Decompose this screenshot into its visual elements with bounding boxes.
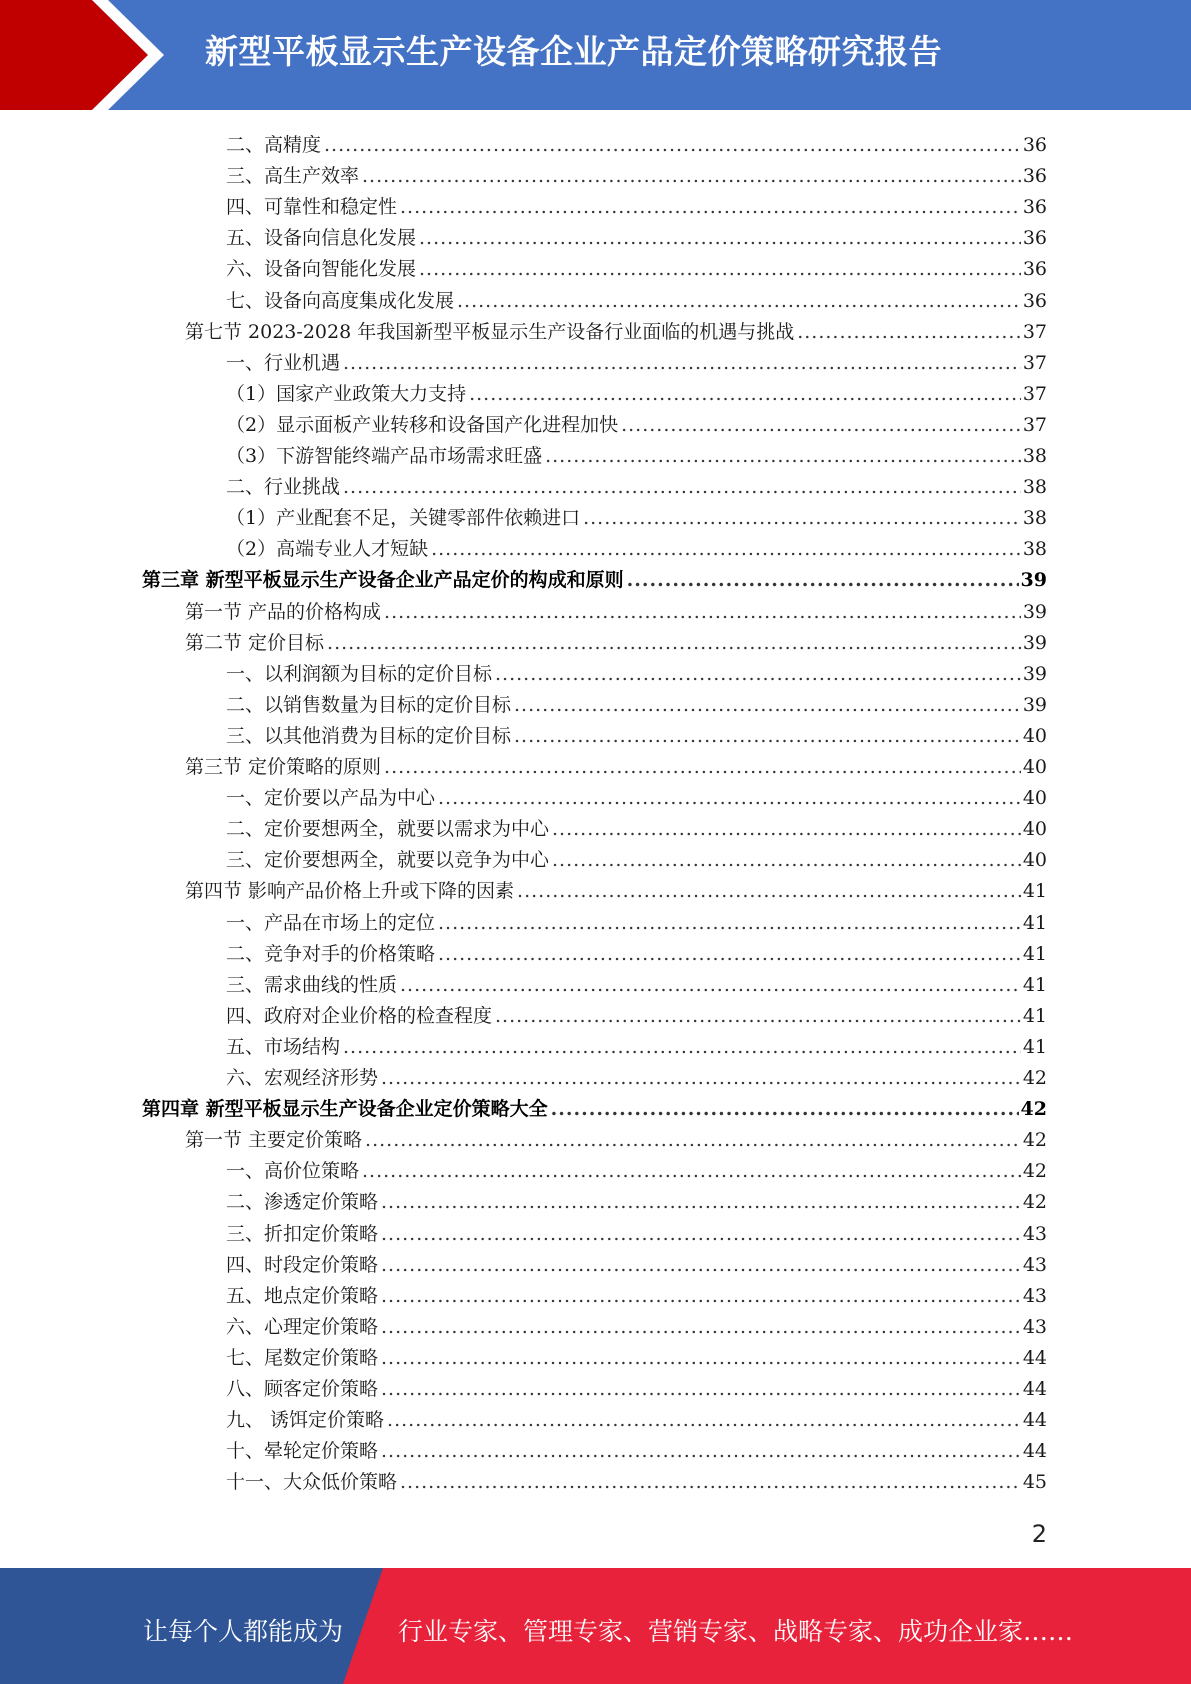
toc-entry-label: 二、定价要想两全，就要以需求为中心 — [226, 818, 550, 841]
toc-entry-label: 六、宏观经济形势 — [226, 1067, 379, 1089]
page-number: 2 — [1031, 1520, 1047, 1548]
toc-dot-leader — [381, 1376, 1021, 1402]
toc-entry[interactable] — [226, 1216, 1047, 1247]
toc-dot-leader — [517, 878, 1021, 904]
toc-entry[interactable] — [226, 1371, 1047, 1402]
toc-entry-label: （1）国家产业政策大力支持 — [226, 382, 467, 405]
toc-entry[interactable] — [226, 1309, 1047, 1340]
toc-entry-page: 43 — [1022, 1315, 1047, 1338]
toc-entry[interactable] — [226, 500, 1047, 531]
toc-entry-page: 36 — [1022, 227, 1047, 250]
toc-entry-page: 42 — [1022, 1191, 1047, 1214]
toc-entry-label: 三、以其他消费为目标的定价目标 — [226, 724, 512, 747]
toc-dot-leader — [457, 288, 1021, 314]
toc-entry-page: 41 — [1022, 942, 1047, 965]
toc-entry-label: 三、折扣定价策略 — [226, 1222, 379, 1245]
toc-entry-label: 三、需求曲线的性质 — [226, 973, 398, 996]
footer-slogan-left: 让每个人都能成为 — [143, 1617, 344, 1646]
toc-entry-label: 二、竞争对手的价格策略 — [226, 942, 436, 965]
toc-entry[interactable] — [226, 438, 1047, 469]
toc-entry-page: 38 — [1022, 476, 1047, 499]
toc-entry[interactable] — [226, 407, 1047, 438]
toc-entry[interactable] — [226, 1247, 1047, 1278]
toc-dot-leader — [327, 630, 1021, 656]
toc-entry-page: 38 — [1022, 445, 1047, 467]
toc-entry[interactable] — [226, 998, 1047, 1029]
toc-entry[interactable] — [185, 594, 1047, 625]
toc-dot-leader — [797, 319, 1021, 345]
toc-dot-leader — [381, 1314, 1021, 1340]
toc-entry-page: 44 — [1022, 1378, 1047, 1400]
toc-entry-label: 三、定价要想两全，就要以竞争为中心 — [226, 849, 550, 872]
toc-dot-leader — [438, 941, 1021, 967]
toc-dot-leader — [495, 661, 1021, 687]
toc-dot-leader — [381, 1189, 1021, 1215]
toc-entry-label: 八、顾客定价策略 — [226, 1378, 379, 1400]
toc-entry[interactable] — [226, 1184, 1047, 1215]
toc-entry-label: 第三节 定价策略的原则 — [185, 756, 382, 778]
toc-entry[interactable] — [226, 189, 1047, 220]
toc-entry-page: 40 — [1022, 756, 1047, 778]
toc-dot-leader — [545, 443, 1021, 469]
toc-entry-page: 41 — [1022, 973, 1047, 996]
toc-entry-page: 37 — [1022, 351, 1047, 374]
toc-entry[interactable] — [226, 811, 1047, 842]
toc-entry-page: 39 — [1022, 631, 1047, 654]
toc-entry-label: （2）显示面板产业转移和设备国产化进程加快 — [226, 413, 619, 436]
toc-entry-page: 42 — [1020, 1098, 1047, 1121]
toc-entry[interactable] — [226, 1402, 1047, 1433]
toc-dot-leader — [438, 910, 1021, 936]
toc-dot-leader — [551, 1096, 1019, 1122]
toc-entry[interactable] — [226, 158, 1047, 189]
toc-dot-leader — [362, 1158, 1021, 1184]
toc-entry[interactable] — [226, 842, 1047, 873]
toc-entry-page: 43 — [1022, 1253, 1047, 1276]
toc-entry[interactable] — [226, 283, 1047, 314]
toc-dot-leader — [400, 194, 1021, 220]
toc-entry-page: 39 — [1022, 600, 1047, 623]
toc-entry[interactable] — [226, 967, 1047, 998]
toc-entry[interactable] — [185, 314, 1047, 345]
toc-dot-leader — [514, 692, 1021, 718]
toc-dot-leader — [362, 163, 1021, 189]
toc-entry-page: 36 — [1022, 289, 1047, 312]
header-red-arrow — [0, 0, 148, 110]
toc-entry-label: 二、以销售数量为目标的定价目标 — [226, 693, 512, 716]
toc-entry[interactable] — [226, 687, 1047, 718]
toc-entry-label: 五、地点定价策略 — [226, 1284, 379, 1307]
toc-entry-label: 五、设备向信息化发展 — [226, 227, 417, 250]
toc-dot-leader — [381, 1252, 1021, 1278]
toc-dot-leader — [400, 972, 1021, 998]
page-header — [0, 0, 1191, 110]
toc-entry-label: 一、定价要以产品为中心 — [226, 787, 436, 810]
toc-entry-page: 39 — [1022, 693, 1047, 716]
toc-entry-page: 43 — [1022, 1222, 1047, 1245]
toc-entry[interactable] — [226, 780, 1047, 811]
toc-entry-page: 40 — [1022, 787, 1047, 810]
toc-dot-leader — [469, 381, 1021, 407]
toc-entry[interactable] — [142, 562, 1047, 593]
toc-entry-label: 一、产品在市场上的定位 — [226, 911, 436, 934]
toc-entry-label: 第一节 产品的价格构成 — [185, 600, 382, 623]
toc-dot-leader — [381, 1065, 1021, 1091]
toc-entry-label: 四、可靠性和稳定性 — [226, 196, 398, 219]
toc-entry-page: 43 — [1022, 1284, 1047, 1307]
toc-entry-label: 十、晕轮定价策略 — [226, 1440, 379, 1463]
toc-entry[interactable] — [185, 873, 1047, 904]
toc-entry-page: 44 — [1022, 1440, 1047, 1463]
toc-dot-leader — [438, 785, 1021, 811]
toc-dot-leader — [621, 412, 1021, 438]
toc-dot-leader — [419, 256, 1021, 282]
toc-entry[interactable] — [226, 718, 1047, 749]
toc-entry-page: 41 — [1022, 880, 1047, 903]
toc-entry[interactable] — [142, 1091, 1047, 1122]
toc-dot-leader — [514, 723, 1021, 749]
toc-dot-leader — [627, 567, 1019, 593]
toc-dot-leader — [384, 754, 1021, 780]
toc-entry-label: 五、市场结构 — [226, 1035, 341, 1058]
toc-dot-leader — [381, 1438, 1021, 1464]
toc-entry-label: 第四节 影响产品价格上升或下降的因素 — [185, 880, 515, 903]
toc-entry-label: 四、时段定价策略 — [226, 1253, 379, 1276]
toc-entry-page: 36 — [1022, 258, 1047, 281]
toc-entry-page: 38 — [1022, 507, 1047, 530]
toc-entry-label: 二、行业挑战 — [226, 476, 341, 499]
toc-entry-label: 第四章 新型平板显示生产设备企业定价策略大全 — [142, 1098, 548, 1121]
toc-entry-page: 41 — [1022, 911, 1047, 934]
toc-entry-page: 39 — [1020, 569, 1047, 592]
toc-entry-page: 40 — [1022, 849, 1047, 872]
toc-entry[interactable] — [226, 1029, 1047, 1060]
toc-entry-page: 42 — [1022, 1067, 1047, 1089]
toc-entry-page: 42 — [1022, 1160, 1047, 1183]
toc-entry-page: 40 — [1022, 818, 1047, 841]
toc-entry-page: 42 — [1022, 1129, 1047, 1152]
toc-entry-label: 二、高精度 — [226, 134, 322, 156]
toc-dot-leader — [552, 816, 1021, 842]
toc-entry-label: 十一、大众低价策略 — [226, 1471, 398, 1494]
toc-entry[interactable] — [226, 1153, 1047, 1184]
toc-entry-label: 六、心理定价策略 — [226, 1315, 379, 1338]
toc-entry-label: 一、以利润额为目标的定价目标 — [226, 662, 493, 685]
toc-entry-label: 三、高生产效率 — [226, 165, 360, 188]
toc-entry[interactable] — [226, 345, 1047, 376]
toc-entry[interactable] — [226, 1433, 1047, 1464]
toc-entry-label: 一、高价位策略 — [226, 1160, 360, 1183]
toc-entry[interactable] — [226, 220, 1047, 251]
toc-dot-leader — [431, 536, 1021, 562]
toc-entry-label: 九、 诱饵定价策略 — [226, 1409, 385, 1432]
toc-entry-page: 41 — [1022, 1004, 1047, 1027]
toc-entry[interactable] — [226, 656, 1047, 687]
toc-entry-label: （1）产业配套不足，关键零部件依赖进口 — [226, 507, 581, 530]
toc-dot-leader — [381, 1221, 1021, 1247]
toc-entry[interactable] — [226, 127, 1047, 158]
toc-dot-leader — [495, 1003, 1021, 1029]
toc-entry[interactable] — [185, 1122, 1047, 1153]
report-title: 新型平板显示生产设备企业产品定价策略研究报告 — [205, 32, 942, 71]
toc-dot-leader — [343, 474, 1021, 500]
toc-dot-leader — [381, 1345, 1021, 1371]
toc-entry-page: 37 — [1022, 320, 1047, 343]
toc-entry-page: 38 — [1022, 538, 1047, 561]
toc-entry-label: 第三章 新型平板显示生产设备企业产品定价的构成和原则 — [142, 569, 624, 592]
toc-entry[interactable] — [226, 1060, 1047, 1091]
toc-entry-page: 36 — [1022, 196, 1047, 219]
toc-entry-label: （2）高端专业人才短缺 — [226, 538, 429, 561]
toc-dot-leader — [552, 847, 1021, 873]
toc-entry-page: 36 — [1022, 134, 1047, 156]
toc-entry-label: 六、设备向智能化发展 — [226, 258, 417, 281]
toc-entry[interactable] — [185, 625, 1047, 656]
toc-entry-label: 第二节 定价目标 — [185, 631, 325, 654]
page-footer — [0, 1568, 1191, 1684]
toc-entry[interactable] — [226, 1340, 1047, 1371]
toc-entry-label: 四、政府对企业价格的检查程度 — [226, 1004, 493, 1027]
toc-entry-label: 二、渗透定价策略 — [226, 1191, 379, 1214]
toc-entry[interactable] — [226, 376, 1047, 407]
toc-dot-leader — [400, 1469, 1021, 1495]
toc-dot-leader — [343, 1034, 1021, 1060]
toc-entry[interactable] — [226, 469, 1047, 500]
toc-entry-label: （3）下游智能终端产品市场需求旺盛 — [226, 445, 543, 467]
toc-entry[interactable] — [226, 251, 1047, 282]
toc-dot-leader — [419, 225, 1021, 251]
toc-dot-leader — [365, 1127, 1021, 1153]
toc-dot-leader — [583, 505, 1021, 531]
toc-entry-page: 39 — [1022, 662, 1047, 685]
toc-dot-leader — [381, 1283, 1021, 1309]
toc-entry-page: 36 — [1022, 165, 1047, 188]
toc-entry-label: 第一节 主要定价策略 — [185, 1129, 363, 1152]
toc-entry[interactable] — [185, 749, 1047, 780]
toc-entry-page: 44 — [1022, 1346, 1047, 1369]
toc-entry[interactable] — [226, 936, 1047, 967]
toc-dot-leader — [343, 350, 1021, 376]
toc-entry-label: 七、尾数定价策略 — [226, 1346, 379, 1369]
toc-entry-label: 第七节 2023-2028 年我国新型平板显示生产设备行业面临的机遇与挑战 — [185, 320, 795, 343]
toc-dot-leader — [324, 132, 1021, 158]
toc-entry[interactable] — [226, 1278, 1047, 1309]
toc-entry-page: 44 — [1022, 1409, 1047, 1432]
toc-entry[interactable] — [226, 1464, 1047, 1495]
toc-entry-page: 37 — [1022, 382, 1047, 405]
footer-slogan-right: 行业专家、管理专家、营销专家、战略专家、成功企业家…… — [398, 1617, 1074, 1646]
toc-entry-page: 41 — [1022, 1035, 1047, 1058]
toc-dot-leader — [387, 1407, 1021, 1433]
toc-entry-page: 40 — [1022, 724, 1047, 747]
toc-entry[interactable] — [226, 531, 1047, 562]
toc-entry[interactable] — [226, 905, 1047, 936]
toc-dot-leader — [384, 599, 1021, 625]
toc-entry-label: 一、行业机遇 — [226, 351, 341, 374]
toc-entry-page: 37 — [1022, 413, 1047, 436]
toc-entry-page: 45 — [1022, 1471, 1047, 1494]
toc-entry-label: 七、设备向高度集成化发展 — [226, 289, 455, 312]
